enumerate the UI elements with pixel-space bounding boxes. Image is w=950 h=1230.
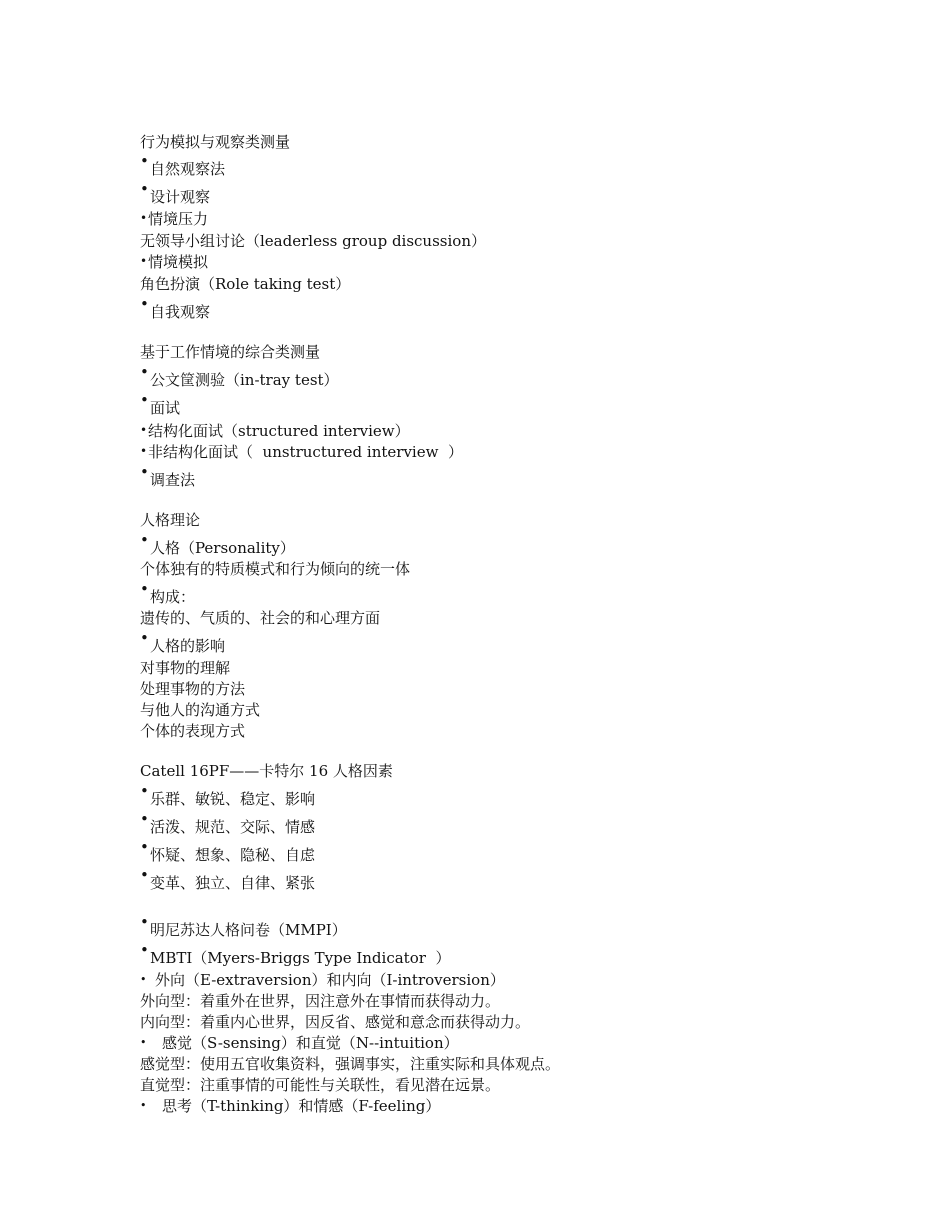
bullet-item: • 乐群、敏锐、稳定、影响 xyxy=(140,792,315,807)
text-line: 无领导小组讨论（leaderless group discussion） xyxy=(140,232,486,250)
bullet-item: • MBTI（Myers-Briggs Type Indicator ） xyxy=(140,951,450,966)
text-line: 遗传的、气质的、社会的和心理方面 xyxy=(140,609,381,627)
bullet-item: • 人格（Personality） xyxy=(140,541,295,556)
bullet-item: • 感觉（S-sensing）和直觉（N--intuition） xyxy=(140,1036,459,1051)
bullet-item: • 公文筐测验（in-tray test） xyxy=(140,373,339,388)
bullet-item: • 设计观察 xyxy=(140,190,210,205)
text-line: 个体独有的特质模式和行为倾向的统一体 xyxy=(140,560,411,578)
bullet-item: • 结构化面试（structured interview） xyxy=(140,424,410,439)
bullet-item: • 自然观察法 xyxy=(140,162,225,177)
text-line: 个体的表现方式 xyxy=(140,722,246,740)
bullet-item: • 思考（T-thinking）和情感（F-feeling） xyxy=(140,1099,440,1114)
bullet-item: • 明尼苏达人格问卷（MMPI） xyxy=(140,923,347,938)
bullet-item: • 情境模拟 xyxy=(140,255,208,270)
bullet-item: • 怀疑、想象、隐秘、自虑 xyxy=(140,848,315,863)
bullet-item: • 变革、独立、自律、紧张 xyxy=(140,876,315,891)
bullet-item: • 外向（E-extraversion）和内向（I-introversion） xyxy=(140,973,505,988)
section-title-behavior: 行为模拟与观察类测量 xyxy=(140,133,291,151)
bullet-item: • 活泼、规范、交际、情感 xyxy=(140,820,315,835)
bullet-item: • 情境压力 xyxy=(140,212,208,227)
section-title-work: 基于工作情境的综合类测量 xyxy=(140,343,321,361)
text-line: 外向型：着重外在世界，因注意外在事情而获得动力。 xyxy=(140,992,501,1010)
bullet-item: • 面试 xyxy=(140,401,180,416)
text-line: 角色扮演（Role taking test） xyxy=(140,275,351,293)
text-line: 直觉型：注重事情的可能性与关联性，看见潜在远景。 xyxy=(140,1076,501,1094)
bullet-item: • 调查法 xyxy=(140,473,195,488)
bullet-item: • 人格的影响 xyxy=(140,639,225,654)
text-line: 与他人的沟通方式 xyxy=(140,701,261,719)
bullet-item: • 自我观察 xyxy=(140,305,210,320)
bullet-item: • 非结构化面试（ unstructured interview ） xyxy=(140,445,463,460)
section-title-catell: Catell 16PF——卡特尔 16 人格因素 xyxy=(140,762,393,780)
text-line: 对事物的理解 xyxy=(140,659,231,677)
text-line: 内向型：着重内心世界，因反省、感觉和意念而获得动力。 xyxy=(140,1013,531,1031)
bullet-item: • 构成： xyxy=(140,590,195,605)
text-line: 感觉型：使用五官收集资料，强调事实，注重实际和具体观点。 xyxy=(140,1055,561,1073)
section-title-personality: 人格理论 xyxy=(140,511,201,529)
text-line: 处理事物的方法 xyxy=(140,680,246,698)
